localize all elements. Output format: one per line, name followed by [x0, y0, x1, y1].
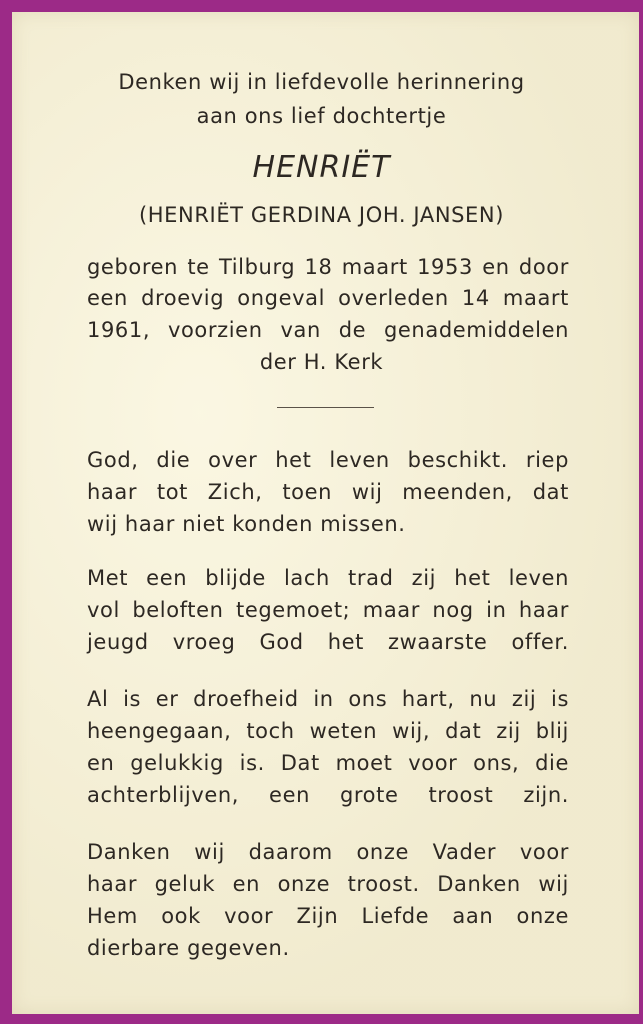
- intro-line-2: aan ons lief dochtertje: [196, 104, 447, 128]
- paragraph-3-line-1: Al is er droefheid in ons hart, nu zij is: [87, 687, 569, 711]
- paragraph-2-line-1: Met een blijde lach trad zij het leven: [87, 566, 569, 590]
- life-details-line-4: der H. Kerk: [259, 350, 384, 374]
- life-details-line-2: een droevig ongeval overleden 14 maart: [87, 286, 569, 310]
- paragraph-3-line-4: achterblijven, een grote troost zijn.: [87, 783, 569, 807]
- intro-line-1: Denken wij in liefdevolle herinnering: [118, 70, 525, 94]
- paragraph-1-line-2: haar tot Zich, toen wij meenden, dat: [87, 480, 569, 504]
- paragraph-4-line-4: dierbare gegeven.: [87, 936, 290, 960]
- paragraph-2-line-2: vol beloften tegemoet; maar nog in haar: [87, 598, 569, 622]
- paragraph-3-line-2: heengegaan, toch weten wij, dat zij blij: [87, 719, 569, 743]
- life-details-line-1: geboren te Tilburg 18 maart 1953 en door: [87, 255, 569, 279]
- paragraph-1-line-3: wij haar niet konden missen.: [87, 512, 406, 536]
- paragraph-1-line-1: God, die over het leven beschikt. riep: [87, 448, 569, 472]
- section-divider: [277, 407, 374, 408]
- deceased-name: HENRIËT: [252, 150, 391, 185]
- life-details-line-3: 1961, voorzien van de genademiddelen: [87, 318, 569, 342]
- paragraph-4-line-1: Danken wij daarom onze Vader voor: [87, 840, 569, 864]
- paragraph-4-line-2: haar geluk en onze troost. Danken wij: [87, 872, 569, 896]
- deceased-full-name: (HENRIËT GERDINA JOH. JANSEN): [138, 203, 505, 227]
- paragraph-2-line-3: jeugd vroeg God het zwaarste offer.: [87, 630, 569, 654]
- paragraph-3-line-3: en gelukkig is. Dat moet voor ons, die: [87, 751, 569, 775]
- paragraph-4-line-3: Hem ook voor Zijn Liefde aan onze: [87, 904, 569, 928]
